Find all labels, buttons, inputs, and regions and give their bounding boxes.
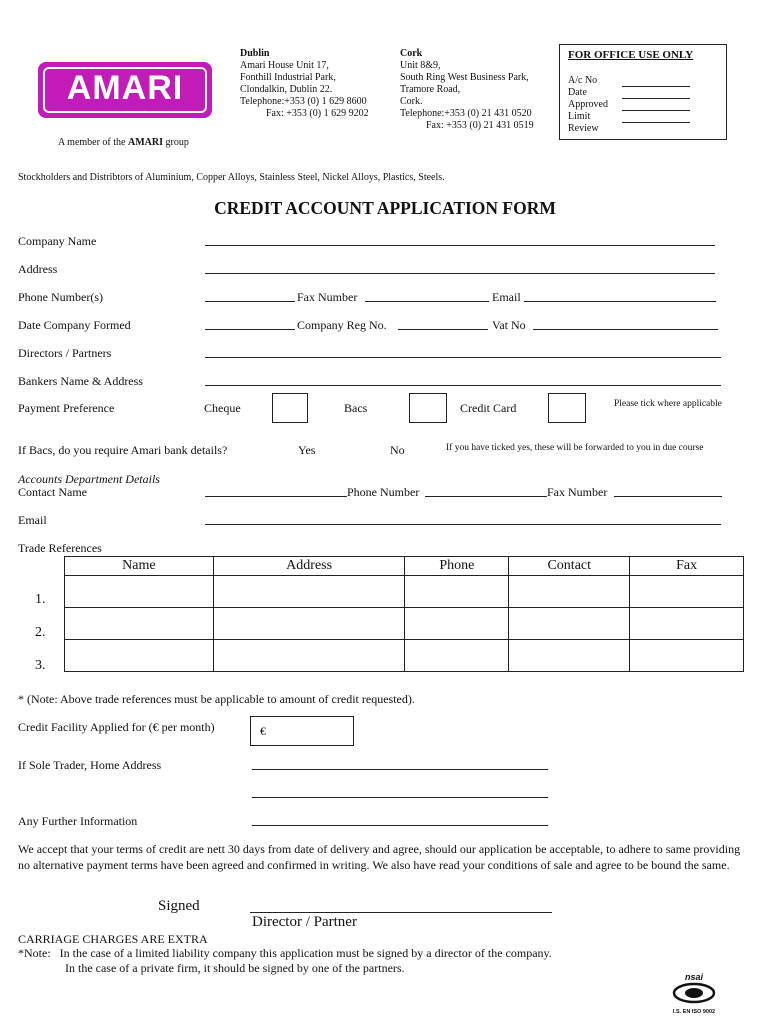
phone-number-field[interactable] [425,496,547,497]
office-field-label: Approved [568,99,608,110]
credit-facility-input[interactable] [250,716,354,746]
credit-card-label: Credit Card [460,401,517,415]
dublin-line: Telephone:+353 (0) 1 629 8600 [240,96,367,107]
table-cell[interactable] [630,640,744,672]
table-cell[interactable] [405,640,509,672]
acc-email-label: Email [18,513,47,527]
dublin-line: Clondalkin, Dublin 22. [240,84,333,95]
directors-field[interactable] [205,357,721,358]
contact-name-label: Contact Name [18,485,87,499]
trade-references-label: Trade References [18,541,102,555]
row-number: 1. [35,592,46,607]
agreement-text: We accept that your terms of credit are nett 30 days from date of delivery and agree, should our application be acceptable, to adhere to same providing no alternative payment terms have been agreed and confirmed in writing. We also have read your conditions of sale and agree to be bound the same. [18,842,741,872]
table-cell[interactable] [213,608,405,640]
bankers-field[interactable] [205,385,721,386]
table-row [65,576,744,608]
table-cell[interactable] [509,576,630,608]
vat-no-field[interactable] [533,329,718,330]
acc-fax-field[interactable] [614,496,722,497]
email-label: Email [492,290,521,304]
office-line[interactable] [622,86,690,87]
euro-symbol: € [260,724,266,738]
office-line[interactable] [622,98,690,99]
table-cell[interactable] [65,576,214,608]
phone-numbers-field[interactable] [205,301,295,302]
signing-note-1: *Note: In the case of a limited liability company this application must be signed by a director of the company. [18,946,552,960]
home-address-line-2[interactable] [252,797,548,798]
nsai-certification-mark [668,972,720,1016]
signing-note-2: In the case of a private firm, it should be signed by one of the partners. [65,961,405,975]
logo-text: AMARI [66,69,184,107]
row-number: 2. [35,625,46,640]
cork-line: Tramore Road, [400,84,461,95]
amari-logo [38,62,212,118]
address-label: Address [18,262,58,276]
office-line[interactable] [622,122,690,123]
form-title: CREDIT ACCOUNT APPLICATION FORM [214,198,556,218]
table-cell[interactable] [509,608,630,640]
director-partner-label: Director / Partner [252,914,357,930]
cork-address [400,48,534,132]
table-cell[interactable] [213,576,405,608]
further-info-label: Any Further Information [18,814,138,828]
cork-line: South Ring West Business Park, [400,72,529,83]
member-line: A member of the AMARI group [58,137,189,148]
cork-line: Cork. [400,96,423,107]
trade-references-note: * (Note: Above trade references must be applicable to amount of credit requested). [18,692,415,706]
office-field-label: Limit [568,111,591,122]
dublin-line: Fax: +353 (0) 1 629 9202 [266,108,369,119]
table-cell[interactable] [509,640,630,672]
column-header: Name [65,557,214,576]
yes-option[interactable]: Yes [298,443,316,457]
cork-line: Telephone:+353 (0) 21 431 0520 [400,108,532,119]
company-name-label: Company Name [18,234,97,248]
cheque-checkbox[interactable] [272,393,308,423]
signature-field[interactable] [250,912,552,913]
further-info-field[interactable] [252,825,548,826]
table-cell[interactable] [405,576,509,608]
company-reg-label: Company Reg No. [297,318,387,332]
office-line[interactable] [622,110,690,111]
cert-top-text: nsai [684,972,703,982]
office-field-label: A/c No [568,75,598,86]
table-header-row [65,557,744,576]
date-formed-field[interactable] [205,329,295,330]
acc-email-field[interactable] [205,524,721,525]
cert-bottom-text: I.S. EN ISO 9002 [672,1009,716,1015]
bacs-checkbox[interactable] [409,393,447,423]
cork-line: Unit 8&9, [400,60,441,71]
address-field[interactable] [205,273,715,274]
office-field-label: Review [568,123,599,134]
phone-number-label: Phone Number [347,485,420,499]
no-option[interactable]: No [390,443,405,457]
bacs-question: If Bacs, do you require Amari bank details? [18,443,228,457]
table-cell[interactable] [405,608,509,640]
directors-label: Directors / Partners [18,346,112,360]
fax-number-field[interactable] [365,301,489,302]
sole-trader-label: If Sole Trader, Home Address [18,758,162,772]
accounts-heading: Accounts Department Details [18,472,160,486]
column-header: Fax [630,557,744,576]
bacs-note: If you have ticked yes, these will be forwarded to you in due course [446,443,704,453]
table-cell[interactable] [65,640,214,672]
signed-label: Signed [158,898,200,914]
cork-title: Cork [400,48,423,59]
table-cell[interactable] [630,576,744,608]
table-cell[interactable] [65,608,214,640]
credit-facility-label: Credit Facility Applied for (€ per month) [18,720,215,734]
row-number: 3. [35,658,46,673]
cheque-label: Cheque [204,401,241,415]
table-row [65,608,744,640]
date-formed-label: Date Company Formed [18,318,131,332]
tick-note: Please tick where applicable [614,399,722,409]
bacs-label: Bacs [344,401,368,415]
home-address-line-1[interactable] [252,769,548,770]
dublin-address [240,48,369,120]
contact-name-field[interactable] [205,496,347,497]
company-name-field[interactable] [205,245,715,246]
vat-no-label: Vat No [492,318,526,332]
column-header: Address [213,557,405,576]
payment-preference-label: Payment Preference [18,401,115,415]
table-cell[interactable] [630,608,744,640]
dublin-line: Fonthill Industrial Park, [240,72,336,83]
cert-emblem-icon [668,982,720,1004]
office-field-label: Date [568,87,587,98]
cork-line: Fax: +353 (0) 21 431 0519 [426,120,534,131]
bankers-label: Bankers Name & Address [18,374,143,388]
acc-fax-label: Fax Number [547,485,608,499]
phone-numbers-label: Phone Number(s) [18,290,103,304]
email-field[interactable] [524,301,716,302]
fax-number-label: Fax Number [297,290,358,304]
office-use-box [559,44,727,140]
company-reg-field[interactable] [398,329,488,330]
office-title: FOR OFFICE USE ONLY [568,49,694,61]
stockholders-line: Stockholders and Distribtors of Aluminium, Copper Alloys, Stainless Steel, Nickel Alloys, Plastics, Steels. [18,172,445,183]
carriage-charges: CARRIAGE CHARGES ARE EXTRA [18,932,208,946]
table-cell[interactable] [213,640,405,672]
column-header: Contact [509,557,630,576]
dublin-line: Amari House Unit 17, [240,60,329,71]
column-header: Phone [405,557,509,576]
office-fields [568,75,608,135]
trade-references-table [64,556,744,672]
table-row [65,640,744,672]
credit-card-checkbox[interactable] [548,393,586,423]
dublin-title: Dublin [240,48,270,59]
